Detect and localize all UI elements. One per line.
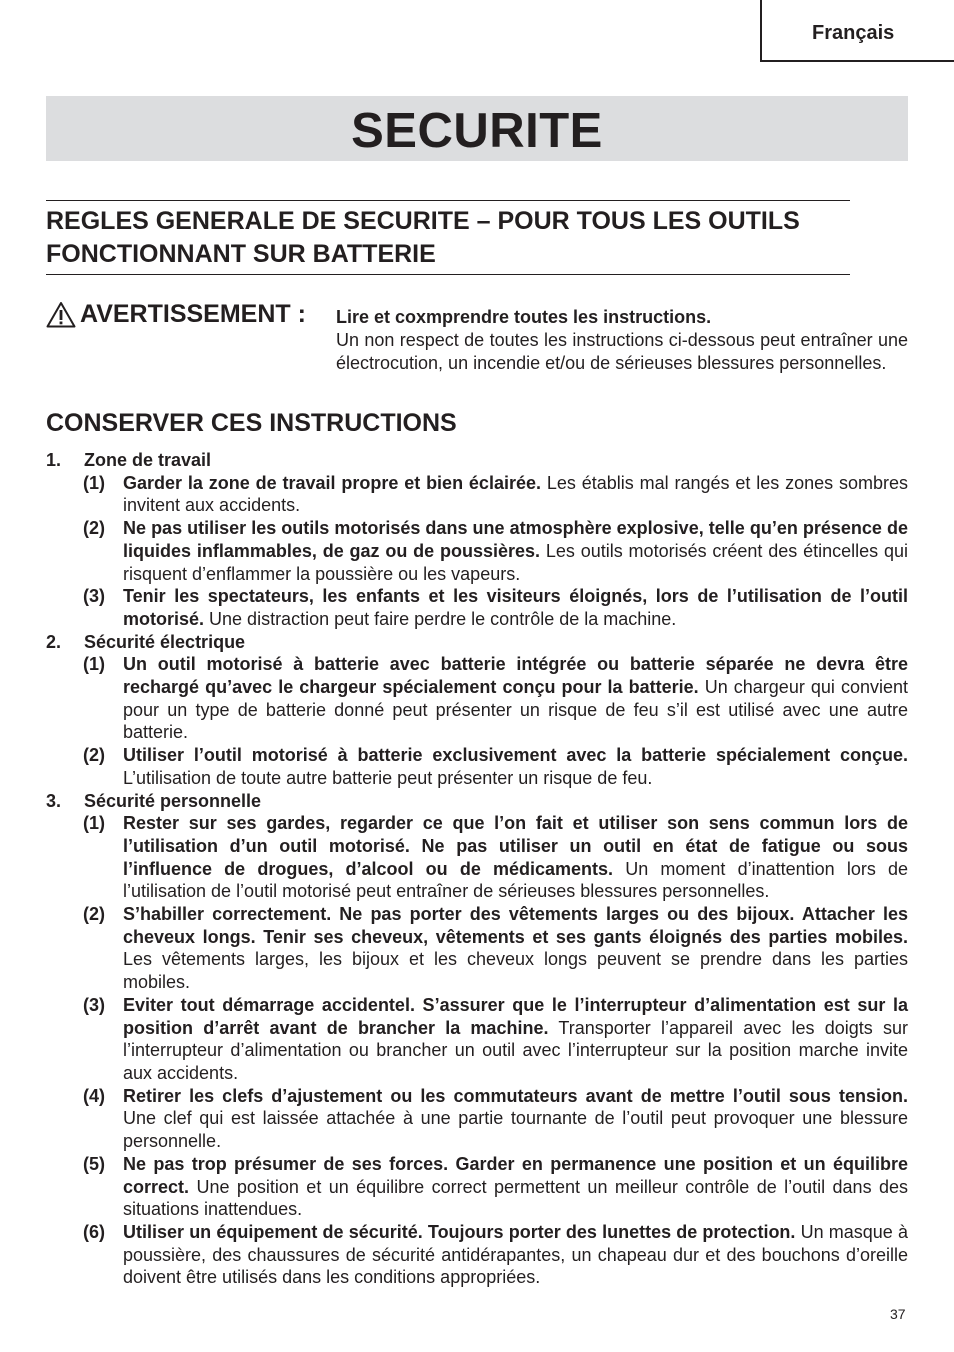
page-number: 37 xyxy=(890,1306,906,1322)
bottom-rule xyxy=(46,274,850,275)
rule-item xyxy=(46,1221,908,1289)
rule-text: Une clef qui est laissée attachée à une partie tournante de l’outil peut provoquer une blessure personnelle. xyxy=(123,1108,908,1152)
rule-bold-text: Utiliser l’outil motorisé à batterie exclusivement avec la batterie spécialement conçue. xyxy=(123,745,908,766)
rule-item xyxy=(46,994,908,1085)
section-title xyxy=(46,631,908,654)
warning-triangle-icon xyxy=(46,301,76,328)
rule-bold-text: Un outil motorisé à batterie avec batterie intégrée ou batterie séparée ne devra être rechargé qu’avec le chargeur spécialement conçu pour la batterie. xyxy=(123,654,908,698)
rule-item xyxy=(46,903,908,994)
rule-number: (4) xyxy=(83,1085,105,1106)
rule-number: (3) xyxy=(83,586,105,607)
top-rule xyxy=(46,200,850,201)
section-title-text: Zone de travail xyxy=(84,450,212,470)
rule-bold-text: Garder la zone de travail propre et bien éclairée. xyxy=(123,472,541,493)
rule-number: (2) xyxy=(83,904,105,925)
section-number: 1. xyxy=(46,450,62,470)
warning-label: AVERTISSEMENT : xyxy=(80,300,306,328)
rule-number: (2) xyxy=(83,518,105,539)
rule-bold-text: Tenir les spectateurs, les enfants et les visiteurs éloignés, lors de l’utilisation de l’outil motorisé. xyxy=(123,586,908,629)
language-label: Français xyxy=(812,22,895,44)
rule-bold-text: Retirer les clefs d’ajustement ou les commutateurs avant de mettre l’outil sous tension. xyxy=(123,1085,908,1106)
warning-text xyxy=(336,306,908,375)
rule-bold-text: S’habiller correctement. Ne pas porter des vêtements larges ou des bijoux. Attacher les cheveux longs. Tenir ses cheveux, vêtements et ses gants éloignés des parties mobiles. xyxy=(123,904,908,947)
rule-bold-text: Eviter tout démarrage accidentel. S’assurer que le l’interrupteur d’alimentation est sur la position d’arrêt avant de brancher la machine. xyxy=(123,994,908,1038)
rule-item xyxy=(46,744,908,789)
rule-number: (5) xyxy=(83,1153,105,1174)
rule-item xyxy=(46,1153,908,1221)
rule-item xyxy=(46,812,908,903)
warning-body: Un non respect de toutes les instructions ci-dessous peut entraîner une électrocution, un incendie et/ou de sérieuses blessures personnelles. xyxy=(336,330,908,373)
rule-bold-text: Ne pas trop présumer de ses forces. Garder en permanence une position et un équilibre correct. xyxy=(123,1153,908,1197)
rule-number: (1) xyxy=(83,472,105,493)
rule-item xyxy=(46,1085,908,1153)
rule-text: Les outils motorisés créent des étincelles qui risquent d’enflammer la poussière ou les vapeurs. xyxy=(123,540,908,584)
rule-text: L’utilisation de toute autre batterie peut présenter un risque de feu. xyxy=(123,767,653,788)
rule-text: Un masque à poussière, des chaussures de sécurité antidérapantes, un chapeau dur et des bouchons d’oreille doivent être utilisés dans les conditions appropriées. xyxy=(123,1221,908,1288)
rule-item xyxy=(46,653,908,744)
warning-bold: Lire et coxmprendre toutes les instructions. xyxy=(336,307,712,327)
page-title: SECURITE xyxy=(351,104,603,158)
rule-number: (1) xyxy=(83,813,105,834)
rule-number: (2) xyxy=(83,745,105,766)
section-title-text: Sécurité électrique xyxy=(84,631,246,652)
rule-text: Une position et un équilibre correct permettent un meilleur contrôle de l’outil dans des situations inattendues. xyxy=(123,1176,908,1220)
section-title-text: Sécurité personnelle xyxy=(84,790,262,811)
rule-text: Un moment d’inattention lors de l’utilisation de l’outil motorisé peut entraîner de sérieuses blessures personnelles. xyxy=(123,858,909,902)
title-bar xyxy=(46,96,908,161)
rule-text: Les vêtements larges, les bijoux et les cheveux longs peuvent se prendre dans les parties mobiles. xyxy=(123,949,908,993)
section-title xyxy=(46,449,908,472)
section-heading: REGLES GENERALE DE SECURITE – POUR TOUS LES OUTILS FONCTIONNANT SUR BATTERIE xyxy=(46,207,800,268)
safety-rules-list xyxy=(46,449,908,1289)
keep-instructions-heading: CONSERVER CES INSTRUCTIONS xyxy=(46,409,457,437)
section-title xyxy=(46,790,908,813)
section-number: 2. xyxy=(46,631,62,652)
rule-bold-text: Utiliser un équipement de sécurité. Toujours porter des lunettes de protection. xyxy=(123,1221,796,1242)
rule-text: Transporter l’appareil avec les doigts sur l’interrupteur d’alimentation ou brancher un outil avec l’interrupteur sur la position marche invite aux accidents. xyxy=(123,1017,908,1083)
rule-bold-text: Rester sur ses gardes, regarder ce que l’on fait et utiliser son sens commun lors de l’utilisation d’un outil motorisé. Ne pas utiliser un outil en état de fatigue ou sous l’influence de drogues, d’alcool ou de médicaments. xyxy=(123,813,908,879)
rule-item xyxy=(46,585,908,630)
rule-text: Une distraction peut faire perdre le contrôle de la machine. xyxy=(204,608,677,629)
rule-item xyxy=(46,517,908,585)
rule-bold-text: Ne pas utiliser les outils motorisés dans une atmosphère explosive, telle qu’en présence de liquides inflammables, de gaz ou de poussières. xyxy=(123,518,908,561)
rule-text: Un chargeur qui convient pour un type de batterie donné peut présenter un risque de feu s’il est utilisé avec une autre batterie. xyxy=(123,677,908,743)
rule-number: (1) xyxy=(83,654,105,675)
language-tab xyxy=(760,0,954,62)
section-number: 3. xyxy=(46,790,62,811)
rule-item xyxy=(46,472,908,517)
rule-text: Les établis mal rangés et les zones sombres invitent aux accidents. xyxy=(123,472,908,516)
rule-number: (3) xyxy=(83,994,105,1015)
rule-number: (6) xyxy=(83,1221,105,1242)
